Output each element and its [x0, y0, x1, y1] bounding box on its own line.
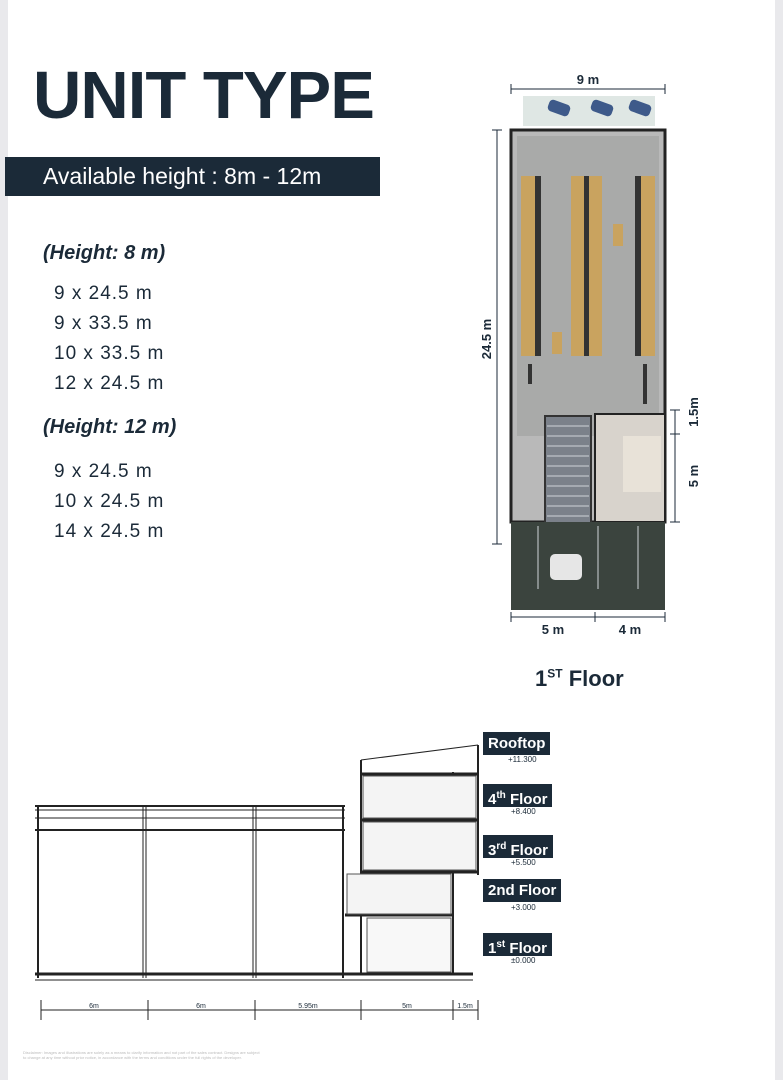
size-item: 12 x 24.5 m — [54, 373, 165, 394]
right-dim-top: 1.5m — [686, 397, 701, 427]
size-item: 9 x 33.5 m — [54, 313, 153, 334]
size-item: 9 x 24.5 m — [54, 461, 153, 482]
size-item: 14 x 24.5 m — [54, 521, 165, 542]
tag-sup: st — [496, 939, 506, 950]
fourth-floor-tag — [483, 784, 552, 807]
tag-text: Floor — [505, 791, 548, 808]
caption-text: Floor — [562, 666, 624, 691]
floor-plan — [473, 64, 713, 644]
tag-number: 4 — [488, 791, 497, 808]
right-dim-mid: 5 m — [686, 464, 701, 488]
page-title: UNIT TYPE — [33, 58, 374, 133]
tag-sup: th — [496, 790, 506, 801]
third-floor-tag — [483, 835, 553, 858]
size-item: 9 x 24.5 m — [54, 283, 153, 304]
forklift-icon — [613, 224, 623, 246]
car-icon — [550, 554, 582, 580]
fourth-floor-level: +8.400 — [511, 807, 536, 816]
tag-sup: rd — [496, 841, 507, 852]
height-12m-label: (Height: 12 m) — [43, 416, 177, 438]
section-dim: 5.95m — [298, 1003, 318, 1010]
first-floor-tag — [483, 933, 552, 956]
building-section — [33, 740, 483, 1020]
caption-sup: ST — [547, 666, 563, 681]
tag-number: 1 — [488, 940, 497, 957]
rooftop-level: +11.300 — [508, 755, 537, 764]
section-dim: 6m — [196, 1003, 206, 1010]
section-dim: 5m — [402, 1003, 412, 1010]
section-dim: 1.5m — [457, 1003, 473, 1010]
tag-text: Floor — [505, 940, 547, 957]
section-dim: 6m — [89, 1003, 99, 1010]
size-item: 10 x 24.5 m — [54, 491, 165, 512]
floor-plan-caption — [535, 666, 624, 692]
second-floor-tag: 2nd Floor — [483, 879, 561, 902]
tag-text: Floor — [506, 842, 549, 859]
third-floor-level: +5.500 — [511, 858, 536, 867]
height-banner: Available height : 8m - 12m — [5, 157, 380, 196]
forklift-icon — [552, 332, 562, 354]
length-label: 24.5 m — [479, 318, 494, 360]
first-floor-level: ±0.000 — [511, 956, 536, 965]
second-floor-level: +3.000 — [511, 903, 536, 912]
parking-area — [511, 522, 665, 610]
disclaimer-text: Disclaimer: Images and illustrations are solely as a means to clarify information and not part of the sales contract. Designs are subject to change at any time without prior notice, in accordance with the terms and conditions under the full rights of the developer. — [23, 1050, 260, 1060]
bottom-dim-left: 5 m — [541, 622, 565, 637]
tag-number: 3 — [488, 842, 497, 859]
width-label: 9 m — [576, 72, 600, 87]
height-8m-label: (Height: 8 m) — [43, 242, 166, 264]
bottom-dim-right: 4 m — [618, 622, 642, 637]
size-item: 10 x 33.5 m — [54, 343, 165, 364]
rooftop-tag: Rooftop — [483, 732, 550, 755]
caption-number: 1 — [535, 666, 548, 691]
brochure-page — [8, 0, 775, 1080]
